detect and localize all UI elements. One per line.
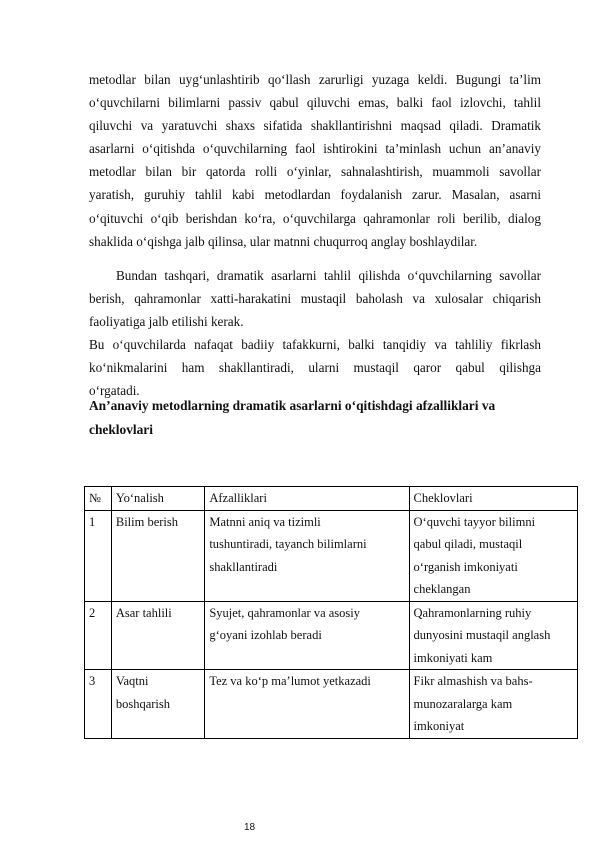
paragraph-line: o‘quvchilarni bilimlarni passiv qabul qiluvchi emas, balki faol izlovchi, tahlil — [89, 95, 541, 111]
cell-limitations — [409, 601, 577, 670]
cell-advantages — [205, 670, 409, 739]
cell-line: Fikr almashish va bahs- — [413, 674, 533, 688]
cell-line: imkoniyati kam — [413, 650, 493, 665]
cell-line: tushuntiradi, tayanch bilimlarni — [209, 537, 367, 551]
paragraph-line: metodlar bilan uyg‘unlashtirib qo‘llash zarurligi yuzaga keldi. Bugungi ta’lim — [89, 72, 541, 87]
cell-line: shakllantiradi — [209, 559, 278, 574]
cell-line: o‘rganish imkoniyati — [413, 559, 518, 574]
header-advantages: Afzalliklari — [205, 487, 409, 511]
cell-limitations — [409, 510, 577, 601]
cell-line: munozaralarga kam — [413, 696, 513, 711]
cell-line: O‘quvchi tayyor bilimni — [413, 514, 536, 529]
paragraph-1 — [89, 68, 541, 253]
heading-line: cheklovlari — [89, 421, 153, 437]
paragraph-line: o‘qituvchi o‘qib berishdan ko‘ra, o‘quvchilarga qahramonlar roli berilib, dialog — [89, 210, 541, 226]
cell-line: cheklangan — [413, 582, 471, 596]
cell-line: Asar tahlili — [115, 605, 172, 620]
cell-number: 1 — [85, 510, 112, 601]
section-heading — [89, 394, 529, 441]
cell-number: 3 — [85, 670, 112, 739]
paragraph-line: ko‘nikmalarini ham shakllantiradi, ularni mustaqil qaror qabul qilishga — [89, 360, 541, 376]
cell-direction — [111, 510, 204, 601]
paragraph-line: Bu o‘quvchilarda nafaqat badiiy tafakkurni, balki tanqidiy va tahliliy fikrlash — [89, 337, 541, 352]
cell-line: imkoniyat — [413, 719, 465, 733]
cell-line: g‘oyani izohlab beradi — [209, 628, 322, 642]
paragraph-line: qiluvchi va yaratuvchi shaxs sifatida shakllantirishni maqsad qiladi. Dramatik — [89, 118, 541, 134]
header-number: № — [85, 487, 112, 511]
cell-line: boshqarish — [115, 696, 171, 711]
paragraph-line: Bundan tashqari, dramatik asarlarni tahlil qilishda o‘quvchilarning savollar — [116, 268, 541, 283]
cell-direction — [111, 601, 204, 670]
header-limitations: Cheklovlari — [409, 487, 577, 511]
comparison-table — [84, 486, 578, 739]
paragraph-line: yaratish, guruhiy tahlil kabi metodlardan foydalanish zarur. Masalan, asarni — [89, 187, 541, 203]
cell-advantages — [205, 510, 409, 601]
table-row — [85, 510, 578, 601]
cell-line: dunyosini mustaqil anglash — [413, 628, 551, 642]
cell-advantages — [205, 601, 409, 670]
page-number: 18 — [244, 822, 256, 833]
table-row — [85, 670, 578, 739]
paragraph-line: asarlarni o‘qitishda o‘quvchilarning faol ishtirokini ta’minlash uchun an’anaviy — [89, 141, 541, 157]
paragraph-line: o‘rgatadi. — [89, 383, 140, 399]
header-direction: Yo‘nalish — [111, 487, 204, 511]
cell-line: Bilim berish — [115, 514, 179, 529]
cell-direction — [111, 670, 204, 739]
paragraph-line: faoliyatiga jalb etilishi kerak. — [89, 314, 244, 330]
cell-number: 2 — [85, 601, 112, 670]
paragraph-line: berish, qahramonlar xatti-harakatini mustaqil baholash va xulosalar chiqarish — [89, 291, 541, 307]
paragraph-3 — [89, 333, 541, 402]
cell-limitations — [409, 670, 577, 739]
table-header-row — [85, 487, 578, 511]
cell-line: Syujet, qahramonlar va asosiy — [209, 605, 360, 620]
cell-line: Vaqtni — [115, 674, 149, 688]
paragraph-line: metodlar bilan bir qatorda rolli o‘yinlar, sahnalashtirish, muammoli savollar — [89, 164, 541, 180]
table-row — [85, 601, 578, 670]
cell-line: Tez va ko‘p ma’lumot yetkazadi — [209, 674, 371, 688]
paragraph-2 — [89, 264, 541, 333]
cell-line: Qahramonlarning ruhiy — [413, 605, 532, 620]
heading-line: An’anaviy metodlarning dramatik asarlarni o‘qitishdagi afzalliklari va — [89, 398, 496, 413]
cell-line: qabul qiladi, mustaqil — [413, 537, 523, 551]
cell-line: Matnni aniq va tizimli — [209, 514, 321, 529]
paragraph-line: shaklida o‘qishga jalb qilinsa, ular matnni chuqurroq anglay boshlaydilar. — [89, 233, 478, 249]
